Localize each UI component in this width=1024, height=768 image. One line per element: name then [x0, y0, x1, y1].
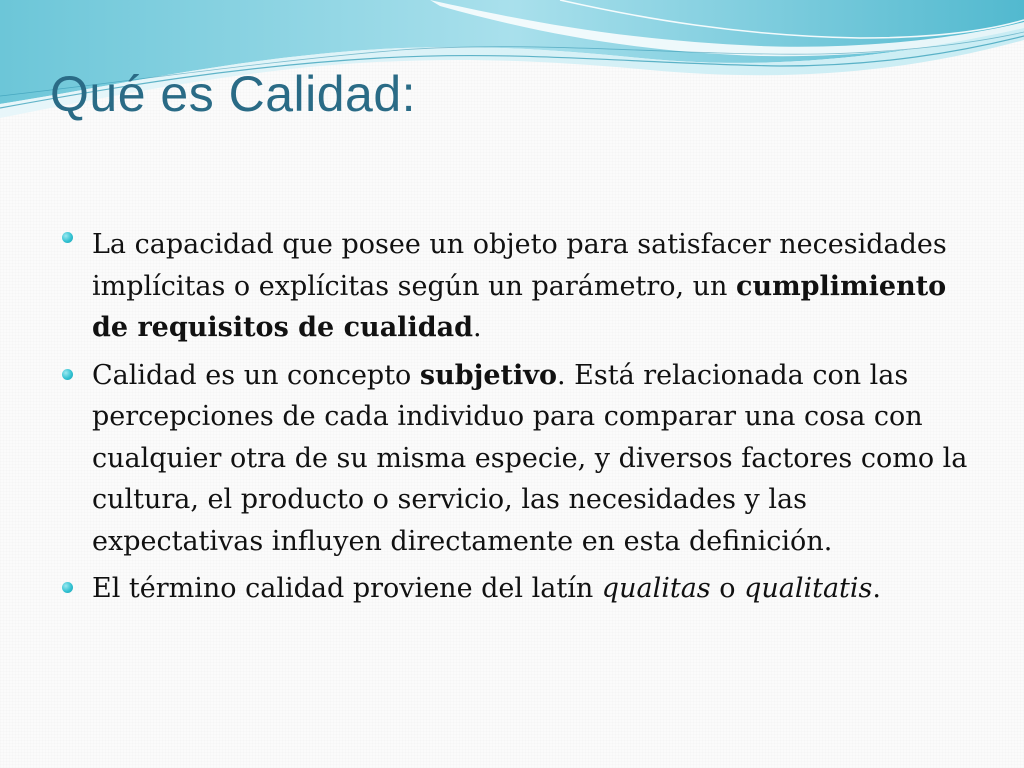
bullet-dot-icon [62, 369, 73, 380]
bullet-text-mid: o [710, 573, 745, 604]
bullet-text [92, 568, 982, 610]
bullet-dot-icon [62, 232, 73, 243]
bullet-text [92, 224, 982, 349]
bullet-text-tail: . Está relacionada con las percepciones de cada individuo para comparar una cosa con cualquier otra de su misma especie, y diversos factores como la cultura, el producto o servicio, las necesidades y las expectativas influyen directamente en esta definición. [92, 359, 968, 557]
bullet-text-tail: . [872, 573, 881, 604]
bullet-text-bold: subjetivo [419, 359, 557, 391]
bullet-list [62, 224, 982, 616]
bullet-text [92, 355, 982, 563]
bullet-text-italic: qualitatis [744, 573, 873, 604]
list-item [62, 224, 982, 349]
bullet-text-italic: qualitas [601, 573, 711, 604]
bullet-text-lead: El término calidad proviene del latín [92, 573, 602, 604]
bullet-text-bold: cumplimiento de requisitos de cualidad [92, 270, 947, 343]
bullet-text-lead: La capacidad que posee un objeto para satisfacer necesidades implícitas o explícitas según un parámetro, un [92, 229, 947, 302]
list-item [62, 355, 982, 563]
slide-title: Qué es Calidad: [50, 66, 417, 122]
bullet-text-lead: Calidad es un concepto [92, 359, 420, 391]
bullet-text-tail: . [472, 312, 482, 343]
list-item [62, 568, 982, 610]
bullet-dot-icon [62, 582, 73, 593]
